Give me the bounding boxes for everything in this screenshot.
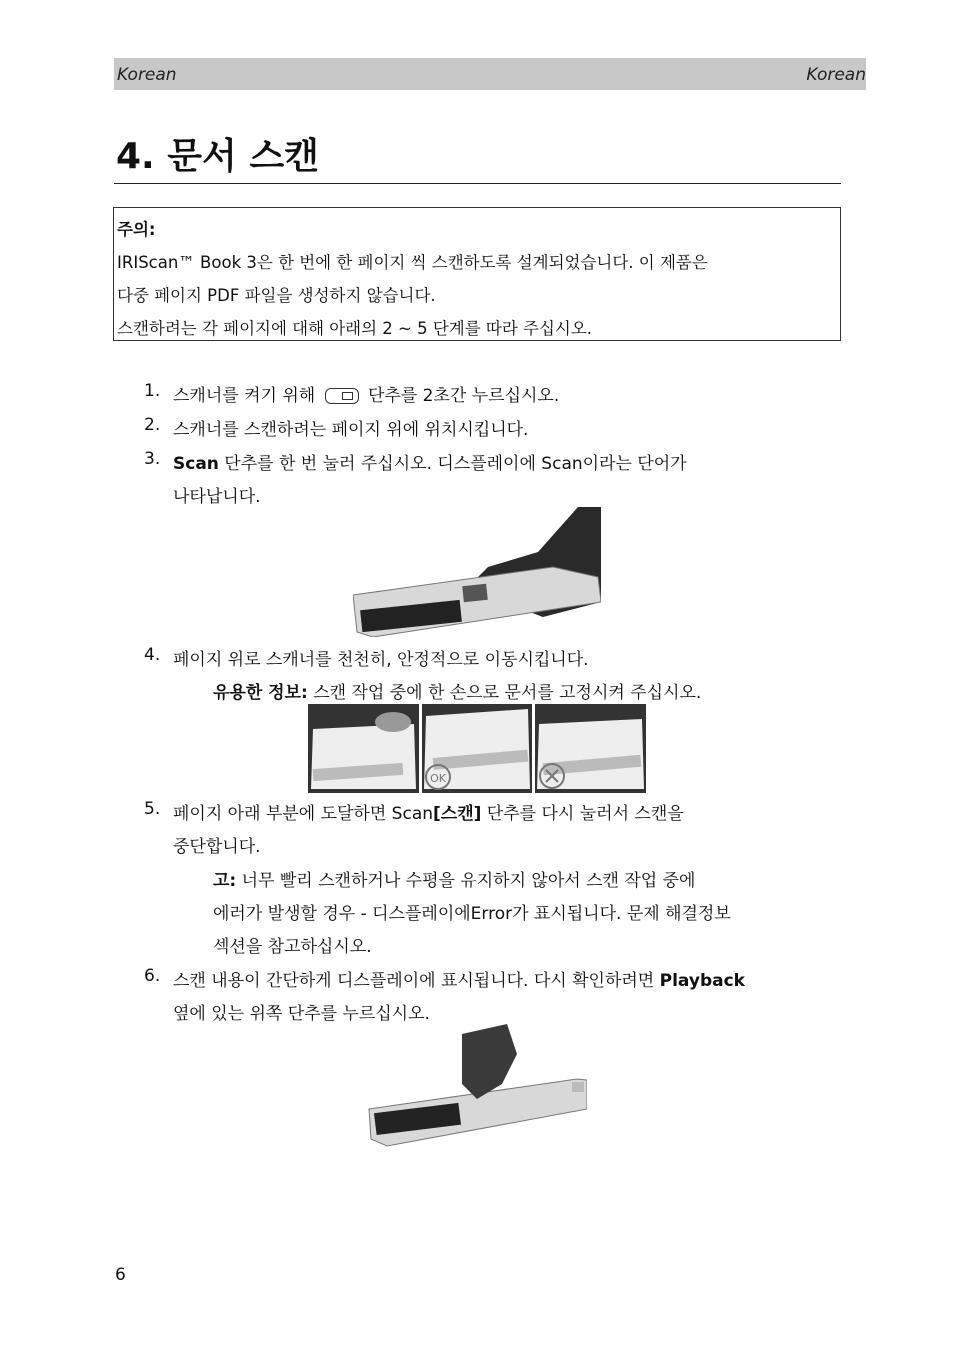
step-text: 페이지 아래 부분에 도달하면 Scan bbox=[173, 804, 434, 824]
header-right: Korean bbox=[806, 65, 866, 85]
step-number: 2. bbox=[144, 415, 161, 435]
ok-label: OK bbox=[430, 772, 446, 785]
scanning-photos bbox=[308, 704, 646, 793]
step-6-line2: 옆에 있는 위쪽 단추를 누르십시오. bbox=[173, 1004, 430, 1024]
scan-photo-ok bbox=[422, 704, 532, 793]
step-3-text bbox=[173, 449, 687, 474]
scanner-playback-photo bbox=[367, 1024, 587, 1148]
scanner-press-photo bbox=[353, 507, 601, 637]
step-5-line2: 중단합니다. bbox=[173, 837, 261, 857]
scan-photo-1 bbox=[308, 704, 419, 793]
step-number: 6. bbox=[144, 966, 161, 986]
section-title: 4. 문서 스캔 bbox=[116, 136, 319, 177]
step-text: 단추를 2초간 누르십시오. bbox=[368, 386, 560, 406]
note-line: 스캔하려는 각 페이지에 대해 아래의 2 ~ 5 단계를 따라 주십시오. bbox=[117, 319, 593, 338]
step-1-text bbox=[173, 381, 559, 406]
step-text: 단추를 한 번 눌러 주십시오. 디스플레이에 Scan이라는 단어가 bbox=[218, 454, 687, 474]
page-number: 6 bbox=[115, 1265, 126, 1285]
step-number: 1. bbox=[144, 381, 161, 401]
step-6-text bbox=[173, 966, 745, 991]
note-line: 다중 페이지 PDF 파일을 생성하지 않습니다. bbox=[117, 286, 436, 305]
step-number: 5. bbox=[144, 799, 161, 819]
step-bold: [스캔] bbox=[433, 804, 482, 824]
tip-text: 스캔 작업 중에 한 손으로 문서를 고정시켜 주십시오. bbox=[307, 683, 702, 703]
step-5-text bbox=[173, 799, 684, 824]
title-rule bbox=[114, 183, 841, 184]
power-button-icon bbox=[325, 388, 359, 404]
note-heading: 주의: bbox=[117, 220, 156, 239]
tip-text: 너무 빨리 스캔하거나 수평을 유지하지 않아서 스캔 작업 중에 bbox=[236, 871, 696, 891]
step-3-line2: 나타납니다. bbox=[173, 487, 261, 507]
step-text: 스캔 내용이 간단하게 디스플레이에 표시됩니다. 다시 확인하려면 bbox=[173, 971, 660, 991]
step-2-text: 스캐너를 스캔하려는 페이지 위에 위치시킵니다. bbox=[173, 420, 529, 440]
step-bold: Scan bbox=[173, 454, 219, 474]
tip-label: 고: bbox=[213, 871, 237, 891]
note-line: IRIScan™ Book 3은 한 번에 한 페이지 씩 스캔하도록 설계되었습니다. 이 제품은 bbox=[117, 253, 708, 272]
header-left: Korean bbox=[117, 65, 177, 85]
step-text: 단추를 다시 눌러서 스캔을 bbox=[481, 804, 684, 824]
step-number: 3. bbox=[144, 449, 161, 469]
step-bold: Playback bbox=[659, 971, 745, 991]
step-5-tip-line2: 에러가 발생할 경우 - 디스플레이에Error가 표시됩니다. 문제 해결정보 bbox=[213, 904, 731, 924]
step-5-tip bbox=[213, 866, 695, 891]
note-box bbox=[113, 207, 841, 341]
running-header bbox=[114, 58, 866, 90]
step-text: 스캐너를 켜기 위해 bbox=[173, 386, 316, 406]
step-4-tip bbox=[213, 678, 701, 703]
tip-label: 유용한 정보: bbox=[213, 683, 308, 703]
scan-photo-x bbox=[535, 704, 646, 793]
step-number: 4. bbox=[144, 645, 161, 665]
step-4-text: 페이지 위로 스캐너를 천천히, 안정적으로 이동시킵니다. bbox=[173, 650, 589, 670]
step-5-tip-line3: 섹션을 참고하십시오. bbox=[213, 937, 372, 957]
